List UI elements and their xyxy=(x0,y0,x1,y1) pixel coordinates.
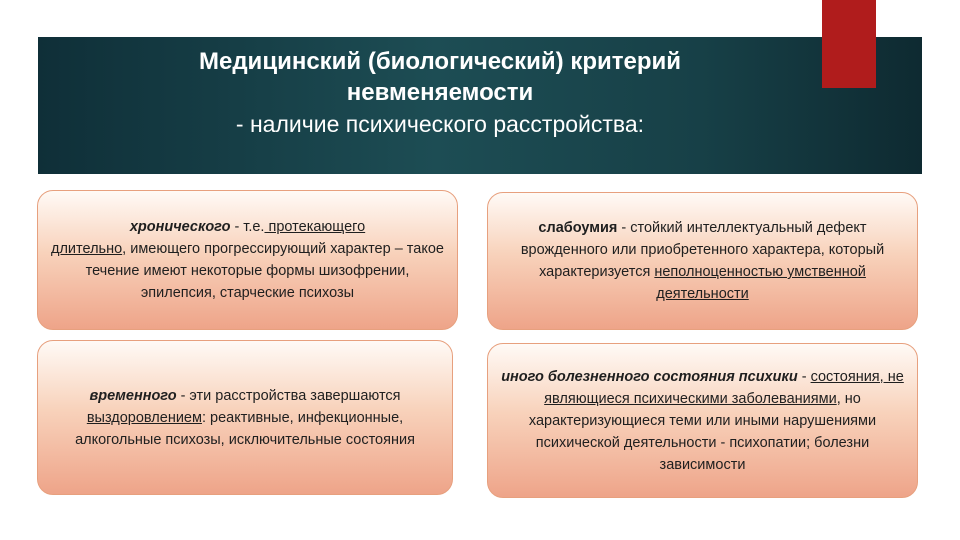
card-chronic-term: хронического xyxy=(129,219,231,235)
card-chronic-rest: , имеющего прогрессирующий характер – такое течение имеют некоторые формы шизофрении, эпилепсия, старческие психозы xyxy=(85,241,444,301)
title-line-2: невменяемости xyxy=(346,79,534,106)
card-temporary-rest: : реактивные, инфекционные, алкогольные психозы, исключительные состояния xyxy=(75,409,415,448)
card-chronic-underlined-2: длительно xyxy=(50,241,123,257)
card-dementia-term: слабоумия xyxy=(538,220,618,236)
card-chronic-underlined-1: протекающего xyxy=(264,219,366,235)
card-other-dash: - xyxy=(797,368,811,385)
card-other-text xyxy=(500,366,905,476)
card-other xyxy=(487,343,918,498)
card-other-rest: , но характеризующиеся теми или иными нарушениями психической деятельности - психопатии; болезни зависимости xyxy=(528,390,877,473)
card-temporary-body: - эти расстройства завершаются xyxy=(176,387,401,404)
card-dementia xyxy=(487,192,918,330)
card-temporary-term: временного xyxy=(89,387,177,404)
card-chronic xyxy=(37,190,458,330)
title-line-3: - наличие психического расстройства: xyxy=(235,111,645,137)
card-dementia-text xyxy=(500,217,905,305)
card-dementia-body: - стойкий интеллектуальный дефект врожденного или приобретенного характера, который характеризуется xyxy=(520,220,885,280)
card-chronic-text xyxy=(50,216,445,304)
card-other-underlined: состояния, не являющиеся психическими заболеваниями xyxy=(544,368,904,407)
card-other-term: иного болезненного состояния психики xyxy=(501,368,798,385)
slide-title xyxy=(120,46,760,140)
title-line-1: Медицинский (биологический) критерий xyxy=(198,48,682,75)
card-chronic-dash: - т.е. xyxy=(230,219,265,235)
card-dementia-underlined: неполноценностью умственной деятельности xyxy=(654,264,866,302)
card-temporary xyxy=(37,340,453,495)
card-temporary-underlined: выздоровлением xyxy=(86,409,202,426)
accent-bar xyxy=(822,0,876,88)
card-temporary-text xyxy=(50,385,440,451)
